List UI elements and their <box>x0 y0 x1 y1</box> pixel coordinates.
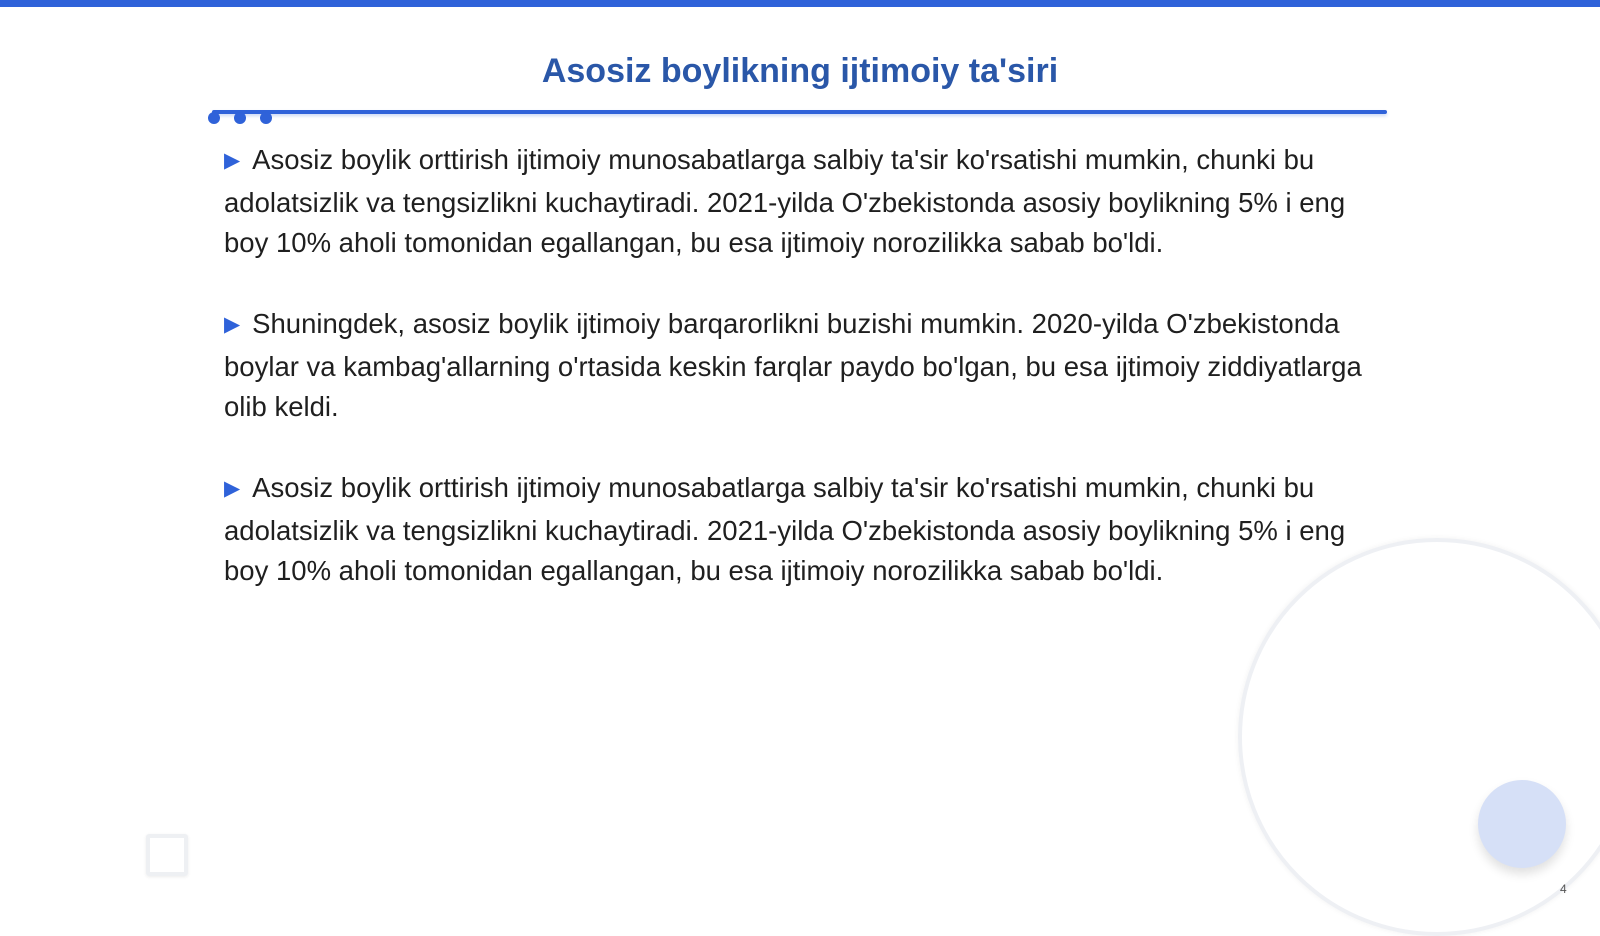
title-underline <box>212 110 1387 114</box>
underline-dot <box>260 112 272 124</box>
underline-dot <box>208 112 220 124</box>
underline-dot <box>234 112 246 124</box>
bullet-arrow-icon: ▶ <box>224 313 241 336</box>
bullet-paragraph-3 <box>224 468 1374 591</box>
bullet-paragraph-2 <box>224 304 1374 427</box>
decorative-circle <box>1478 780 1566 868</box>
page-number: 4 <box>1560 882 1567 896</box>
decorative-square <box>146 834 188 876</box>
bullet-arrow-icon: ▶ <box>224 149 241 172</box>
paragraph-text: Asosiz boylik orttirish ijtimoiy munosabatlarga salbiy ta'sir ko'rsatishi mumkin, chunki bu adolatsizlik va tengsizlikni kuchaytiradi. 2021-yilda O'zbekistonda asosiy boylikning 5% i eng boy 10% aholi tomonidan egallangan, bu esa ijtimoiy norozilikka sabab bo'ldi. <box>224 144 1346 258</box>
paragraph-text: Shuningdek, asosiz boylik ijtimoiy barqarorlikni buzishi mumkin. 2020-yilda O'zbekistonda boylar va kambag'allarning o'rtasida keskin farqlar paydo bo'lgan, bu esa ijtimoiy ziddiyatlarga olib keldi. <box>224 308 1362 422</box>
slide-content <box>224 140 1374 632</box>
slide-title: Asosiz boylikning ijtimoiy ta'siri <box>541 52 1059 90</box>
top-accent-bar <box>0 0 1600 7</box>
bullet-arrow-icon: ▶ <box>224 477 241 500</box>
bullet-paragraph-1 <box>224 140 1374 263</box>
paragraph-text: Asosiz boylik orttirish ijtimoiy munosabatlarga salbiy ta'sir ko'rsatishi mumkin, chunki bu adolatsizlik va tengsizlikni kuchaytiradi. 2021-yilda O'zbekistonda asosiy boylikning 5% i eng boy 10% aholi tomonidan egallangan, bu esa ijtimoiy norozilikka sabab bo'ldi. <box>224 472 1346 586</box>
